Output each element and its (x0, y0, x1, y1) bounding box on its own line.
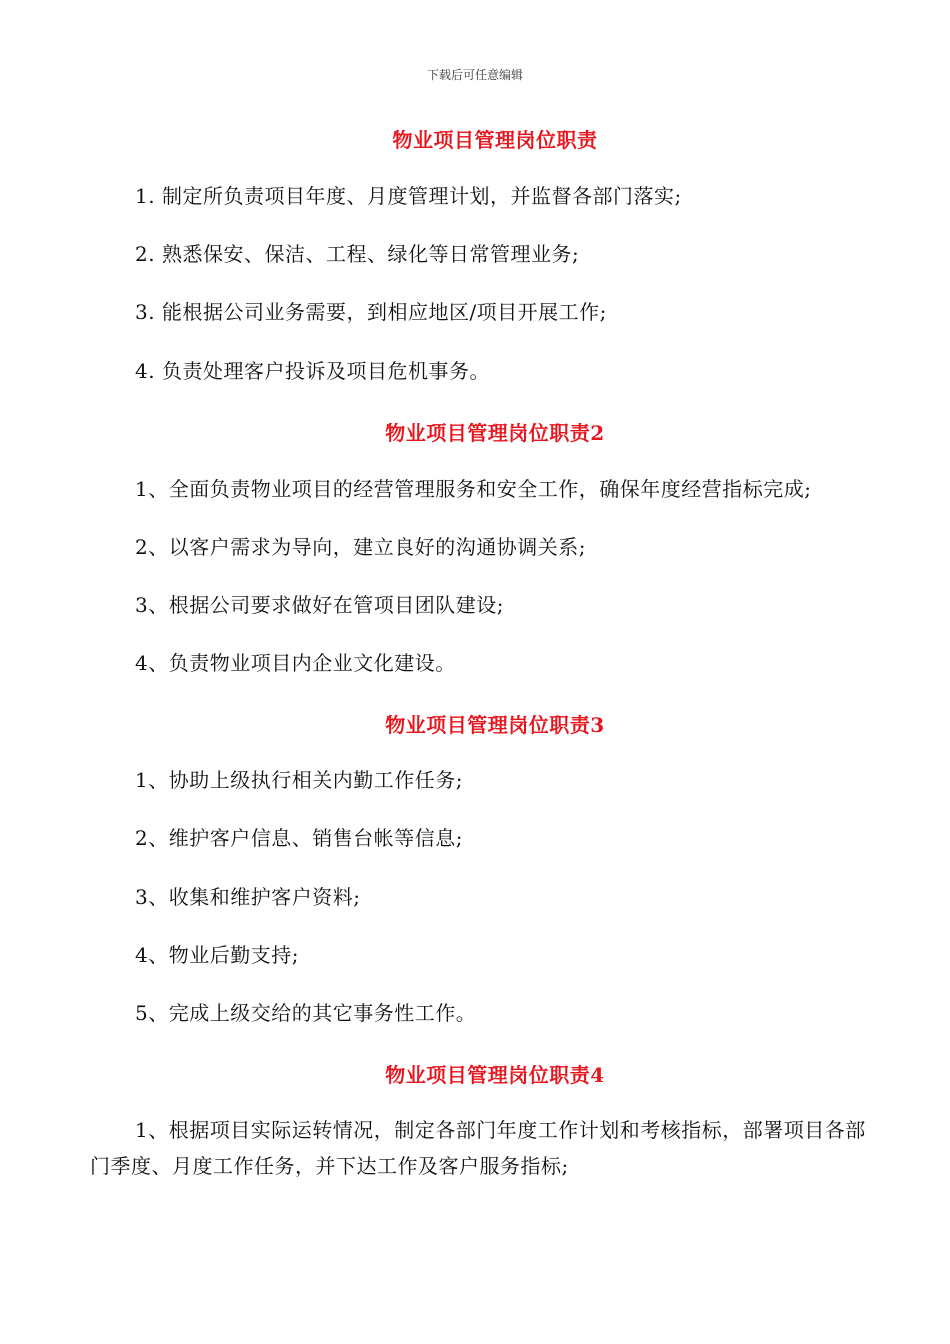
list-item: 1. 制定所负责项目年度、月度管理计划，并监督各部门落实; (135, 184, 682, 208)
section-title-3: 物业项目管理岗位职责3 (385, 713, 605, 737)
list-item: 4、负责物业项目内企业文化建设。 (135, 651, 456, 675)
list-item: 2、以客户需求为导向，建立良好的沟通协调关系; (135, 535, 586, 559)
list-item: 2. 熟悉保安、保洁、工程、绿化等日常管理业务; (135, 242, 580, 266)
paragraph: 1、根据项目实际运转情况，制定各部门年度工作计划和考核指标，部署项目各部门季度、月度工作任务，并下达工作及客户服务指标; (90, 1118, 866, 1178)
list-item: 1、全面负责物业项目的经营管理服务和安全工作，确保年度经营指标完成; (135, 477, 812, 501)
list-item: 4、物业后勤支持; (135, 943, 299, 967)
list-item: 1、协助上级执行相关内勤工作任务; (135, 768, 463, 792)
list-item: 4. 负责处理客户投诉及项目危机事务。 (135, 359, 490, 383)
list-item: 3. 能根据公司业务需要，到相应地区/项目开展工作; (135, 300, 607, 324)
header-note: 下载后可任意编辑 (426, 68, 523, 82)
list-item: 5、完成上级交给的其它事务性工作。 (135, 1001, 477, 1025)
list-item: 2、维护客户信息、销售台帐等信息; (135, 826, 463, 850)
section-title-1: 物业项目管理岗位职责 (392, 128, 598, 152)
section-title-2: 物业项目管理岗位职责2 (385, 421, 605, 445)
list-item: 3、收集和维护客户资料; (135, 885, 361, 909)
section-title-4: 物业项目管理岗位职责4 (385, 1063, 605, 1087)
list-item: 3、根据公司要求做好在管项目团队建设; (135, 593, 504, 617)
